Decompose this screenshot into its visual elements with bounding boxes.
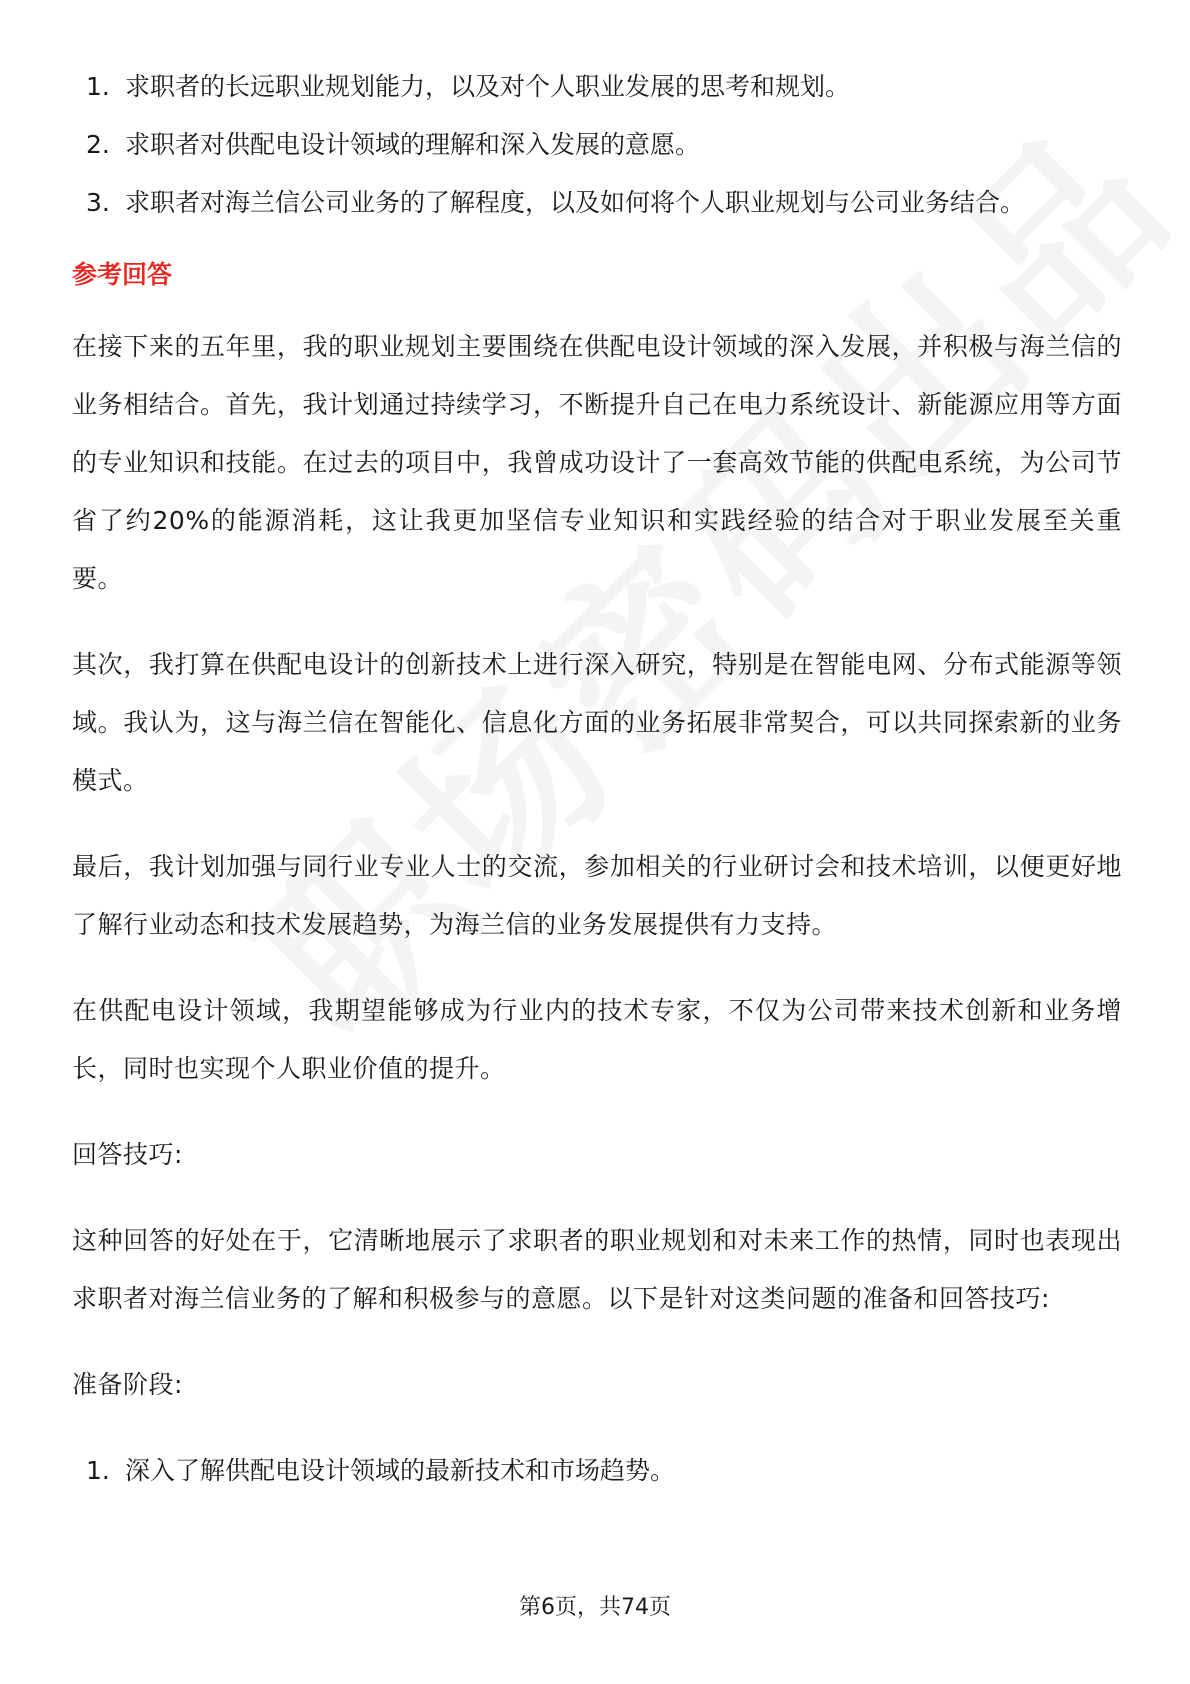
paragraph: 在供配电设计领域，我期望能够成为行业内的技术专家，不仅为公司带来技术创新和业务增长，同时也实现个人职业价值的提升。 bbox=[72, 996, 1122, 1083]
list-number: 1. bbox=[86, 1456, 110, 1485]
paragraph: 其次，我打算在供配电设计的创新技术上进行深入研究，特别是在智能电网、分布式能源等领域。我认为，这与海兰信在智能化、信息化方面的业务拓展非常契合，可以共同探索新的业务模式。 bbox=[72, 650, 1122, 795]
list-number: 1. bbox=[86, 72, 110, 101]
list-item bbox=[72, 174, 1122, 232]
answer-heading: 参考回答 bbox=[72, 260, 173, 289]
list-number: 2. bbox=[86, 130, 110, 159]
list-item bbox=[72, 1442, 1122, 1500]
list-item-text: 求职者的长远职业规划能力，以及对个人职业发展的思考和规划。 bbox=[125, 72, 851, 101]
tips-heading: 回答技巧: bbox=[72, 1140, 183, 1169]
page-footer: 第6页，共74页 bbox=[519, 1595, 671, 1620]
list-item-text: 求职者对海兰信公司业务的了解程度，以及如何将个人职业规划与公司业务结合。 bbox=[125, 188, 1026, 217]
list-item bbox=[72, 58, 1122, 116]
list-item bbox=[72, 116, 1122, 174]
paragraph: 这种回答的好处在于，它清晰地展示了求职者的职业规划和对未来工作的热情，同时也表现出求职者对海兰信业务的了解和积极参与的意愿。以下是针对这类问题的准备和回答技巧: bbox=[72, 1226, 1122, 1313]
prep-list bbox=[72, 1442, 1122, 1500]
list-number: 3. bbox=[86, 188, 110, 217]
list-item-text: 求职者对供配电设计领域的理解和深入发展的意愿。 bbox=[125, 130, 701, 159]
paragraph: 在接下来的五年里，我的职业规划主要围绕在供配电设计领域的深入发展，并积极与海兰信的业务相结合。首先，我计划通过持续学习，不断提升自己在电力系统设计、新能源应用等方面的专业知识和技能。在过去的项目中，我曾成功设计了一套高效节能的供配电系统，为公司节省了约20%的能源消耗，这让我更加坚信专业知识和实践经验的结合对于职业发展至关重要。 bbox=[72, 332, 1122, 593]
list-item-text: 深入了解供配电设计领域的最新技术和市场趋势。 bbox=[125, 1456, 676, 1485]
intro-list bbox=[72, 58, 1122, 232]
paragraph: 最后，我计划加强与同行业专业人士的交流，参加相关的行业研讨会和技术培训，以便更好地了解行业动态和技术发展趋势，为海兰信的业务发展提供有力支持。 bbox=[72, 852, 1122, 939]
page-content bbox=[72, 58, 1122, 1500]
prep-heading: 准备阶段: bbox=[72, 1370, 183, 1399]
